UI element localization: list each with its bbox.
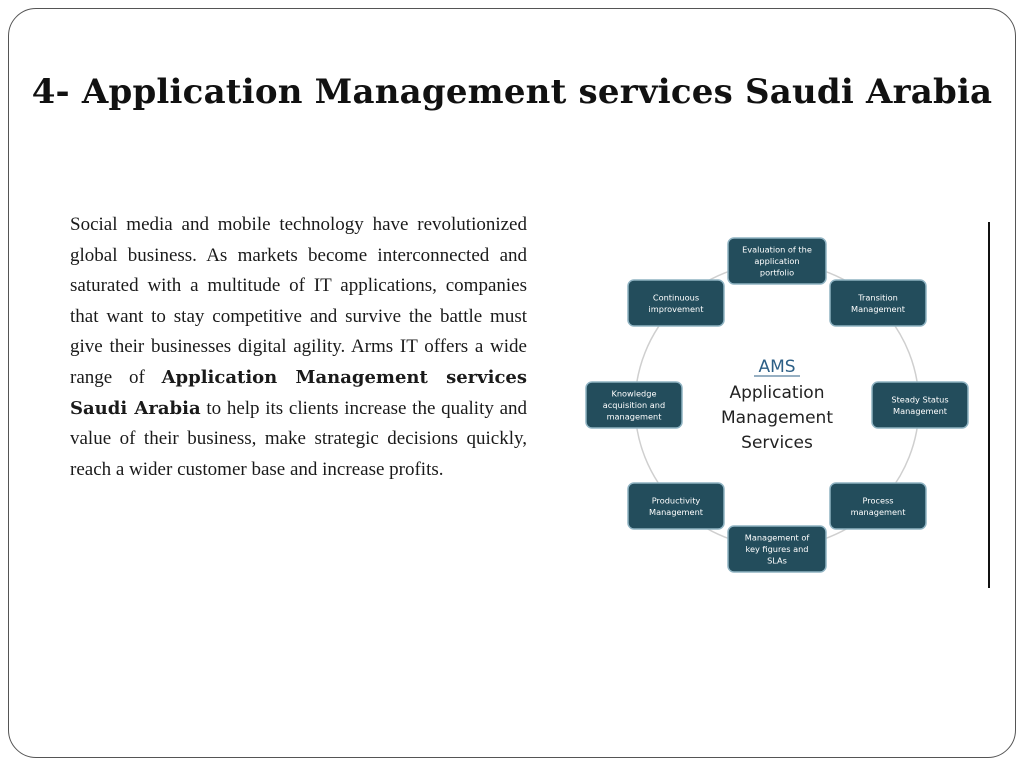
node-key-figures-label: SLAs xyxy=(767,555,787,566)
node-transition-label: Management xyxy=(851,303,905,314)
paragraph-bold-keyword: Application Management services Saudi Arabia xyxy=(70,366,527,419)
center-ams-label: AMS xyxy=(758,357,796,377)
diagram-nodes xyxy=(586,238,968,572)
node-knowledge-label: Knowledge xyxy=(611,388,657,399)
node-transition-label: Transition xyxy=(858,292,898,303)
paragraph-text-end: to help its clients increase the quality and value of their business, make strategic decisions quickly, reach a wider customer base and increase profits. xyxy=(70,397,528,480)
paragraph-text-start: Social media and mobile technology have revolutionized global business. As markets become interconnected and saturated with a multitude of IT applications, companies that want to stay competitive and survive the battle must give their businesses digital agility. Arms IT offers a wide range of xyxy=(70,214,527,388)
node-process xyxy=(830,483,926,529)
node-continuous-label: improvement xyxy=(648,303,704,314)
node-knowledge-label: acquisition and xyxy=(602,400,666,410)
node-transition xyxy=(830,280,926,326)
center-line-services: Services xyxy=(741,433,813,453)
node-productivity-label: Productivity xyxy=(651,495,701,506)
node-steady-status-label: Management xyxy=(893,405,947,416)
node-evaluation xyxy=(728,238,826,284)
node-evaluation-label: portfolio xyxy=(759,267,795,278)
node-continuous xyxy=(628,280,724,326)
ams-cycle-diagram xyxy=(580,230,980,580)
node-steady-status xyxy=(872,382,968,428)
vertical-divider-line xyxy=(988,222,990,588)
node-continuous-label: Continuous xyxy=(652,292,700,303)
slide-title: 4- Application Management services Saudi Arabia xyxy=(31,72,993,112)
node-evaluation-label: Evaluation of the xyxy=(742,244,812,255)
node-productivity xyxy=(628,483,724,529)
ams-diagram-svg xyxy=(580,230,980,580)
node-productivity-label: Management xyxy=(649,506,703,517)
node-key-figures-label: key figures and xyxy=(745,544,809,554)
node-key-figures xyxy=(728,526,826,572)
body-paragraph xyxy=(70,210,527,485)
center-line-application: Application xyxy=(729,383,825,403)
node-knowledge xyxy=(586,382,682,428)
node-steady-status-label: Steady Status xyxy=(891,394,949,405)
node-knowledge-label: management xyxy=(606,411,662,422)
node-process-label: Process xyxy=(862,495,894,506)
node-evaluation-label: application xyxy=(754,256,800,266)
node-process-label: management xyxy=(850,506,906,517)
center-line-management: Management xyxy=(721,408,833,428)
node-key-figures-label: Management of xyxy=(744,532,810,543)
